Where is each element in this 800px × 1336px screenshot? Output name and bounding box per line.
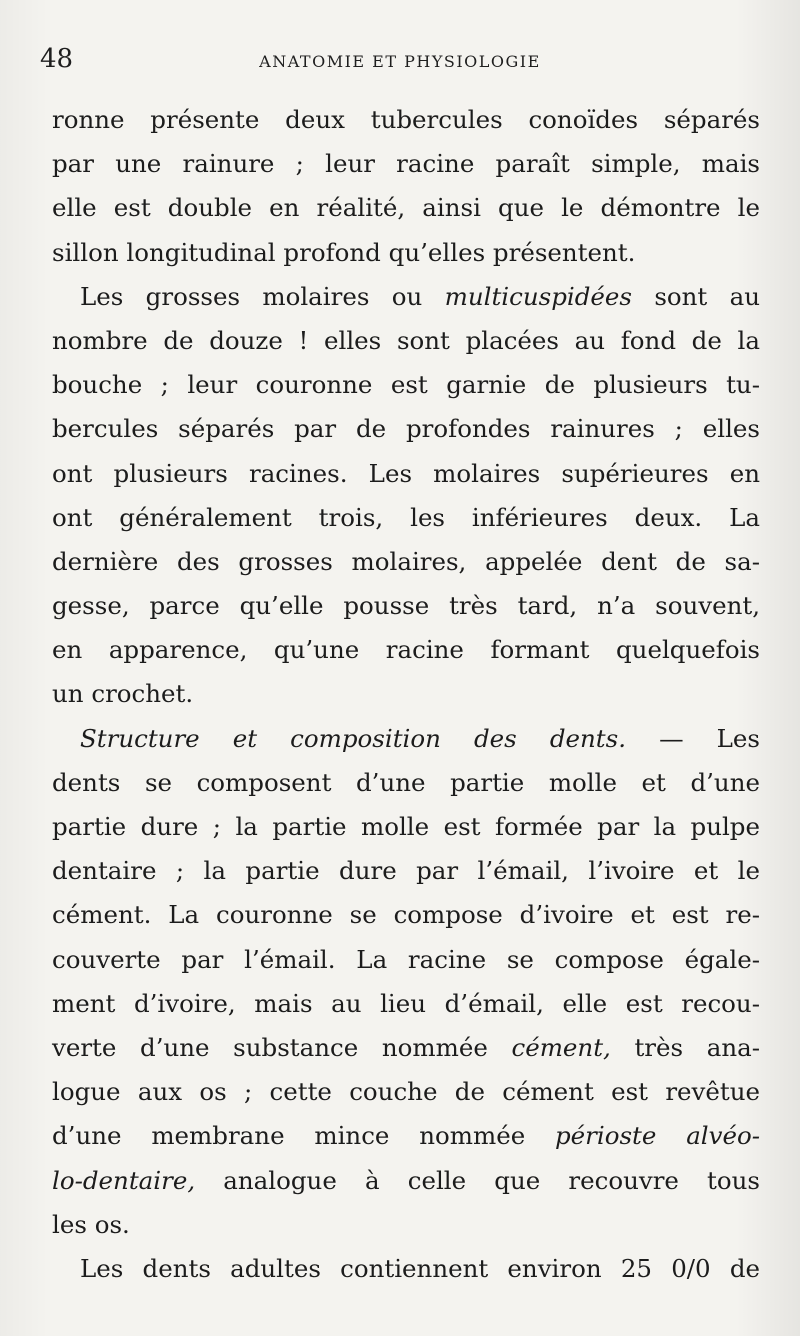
text-line: couverte par l’émail. La racine se compose égale-	[52, 944, 760, 974]
page-number: 48	[40, 44, 74, 74]
text-line	[52, 1159, 760, 1203]
text-segment: sont au	[631, 281, 760, 311]
italic-term: multicuspidées	[444, 281, 632, 311]
text-segment: très ana-	[610, 1032, 760, 1062]
text-segment: analogue à celle que recouvre tous	[195, 1165, 760, 1195]
text-line: logue aux os ; cette couche de cément est revêtue	[52, 1077, 760, 1107]
italic-term: lo-dentaire,	[52, 1165, 196, 1195]
text-line: ment d’ivoire, mais au lieu d’émail, elle est recou-	[52, 988, 760, 1018]
italic-term: cément,	[511, 1032, 611, 1062]
text-line: un crochet.	[52, 679, 194, 709]
text-line: bouche ; leur couronne est garnie de plusieurs tu-	[52, 370, 760, 400]
text-line: dents se composent d’une partie molle et d’une	[52, 767, 760, 797]
text-segment: verte d’une substance nommée	[52, 1032, 512, 1062]
text-segment: Les grosses molaires ou	[80, 281, 445, 311]
text-line: les os.	[52, 1209, 130, 1239]
section-heading: Structure et composition des dents.	[80, 723, 626, 753]
text-line	[52, 1114, 760, 1158]
text-line: partie dure ; la partie molle est formée par la pulpe	[52, 812, 760, 841]
running-title: ANATOMIE ET PHYSIOLOGIE	[259, 52, 541, 71]
page-header	[40, 44, 760, 84]
text-segment: d’une membrane mince nommée	[52, 1121, 555, 1151]
italic-term: périoste alvéo-	[555, 1121, 760, 1151]
text-line	[52, 275, 760, 319]
text-line: par une rainure ; leur racine paraît simple, mais	[52, 149, 760, 179]
body-text	[52, 98, 760, 1291]
text-line	[52, 717, 760, 761]
text-line: ont plusieurs racines. Les molaires supérieures en	[52, 458, 760, 488]
text-line: sillon longitudinal profond qu’elles présentent.	[52, 237, 636, 267]
text-line: nombre de douze ! elles sont placées au fond de la	[52, 325, 760, 355]
text-segment: — Les	[626, 723, 760, 753]
text-line: ont généralement trois, les inférieures deux. La	[52, 502, 760, 532]
text-line: cément. La couronne se compose d’ivoire et est re-	[52, 900, 760, 930]
text-line: bercules séparés par de profondes rainures ; elles	[52, 414, 760, 444]
text-line: ronne présente deux tubercules conoïdes séparés	[52, 105, 760, 134]
text-line: elle est double en réalité, ainsi que le démontre le	[52, 193, 760, 223]
text-line: Les dents adultes contiennent environ 25 0/0 de	[80, 1253, 760, 1283]
text-line: en apparence, qu’une racine formant quelquefois	[52, 635, 760, 665]
text-line: gesse, parce qu’elle pousse très tard, n’a souvent,	[52, 591, 760, 621]
text-line	[52, 1026, 760, 1070]
text-line: dentaire ; la partie dure par l’émail, l’ivoire et le	[52, 856, 760, 886]
text-line: dernière des grosses molaires, appelée dent de sa-	[52, 546, 760, 576]
